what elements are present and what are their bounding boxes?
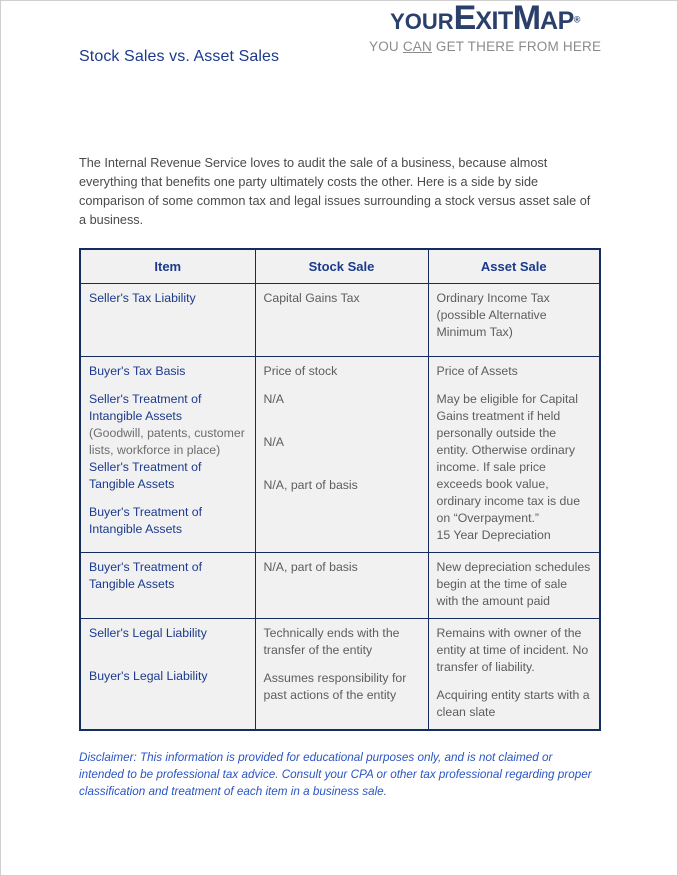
logo-letters-xit: XIT	[475, 7, 513, 35]
cell-item	[80, 553, 255, 619]
row-value-asset: Ordinary Income Tax (possible Alternative Minimum Tax)	[436, 291, 550, 339]
logo-word-your: YOUR	[390, 9, 454, 34]
row-value-stock: Price of stock	[263, 364, 338, 378]
cell-asset	[428, 357, 600, 553]
tagline-emphasis: CAN	[402, 39, 432, 54]
table-row	[80, 284, 600, 357]
cell-stock	[255, 284, 428, 357]
row-value-stock: Capital Gains Tax	[263, 291, 360, 305]
row-label: Buyer's Legal Liability	[89, 669, 208, 683]
cell-asset	[428, 284, 600, 357]
row-value-asset: Remains with owner of the entity at time of incident. No transfer of liability.	[436, 626, 589, 674]
cell-stock	[255, 553, 428, 619]
spacer	[89, 493, 247, 504]
cell-item	[80, 619, 255, 731]
row-value-asset: Price of Assets	[436, 364, 518, 378]
tagline-post: GET THERE FROM HERE	[431, 39, 602, 54]
comparison-table	[79, 248, 601, 731]
row-label: Seller's Tax Liability	[89, 291, 196, 305]
disclaimer-text: Disclaimer: This information is provided for educational purposes only, and is not claimed or intended to be professional tax advice. Consult your CPA or other tax professional regarding proper classification and treatment of each item in a business sale.	[79, 751, 592, 798]
table-row	[80, 553, 600, 619]
cell-stock	[255, 357, 428, 553]
yourexitmap-logo	[369, 1, 601, 54]
spacer	[89, 380, 247, 391]
tagline-pre: YOU	[369, 39, 403, 54]
row-value-asset: New depreciation schedules begin at the time of sale with the amount paid	[436, 560, 591, 608]
table-header-row	[80, 249, 600, 284]
row-value-asset: 15 Year Depreciation	[436, 528, 551, 542]
logo-letters-ap: AP	[540, 7, 574, 35]
row-value-stock: Assumes responsibility for past actions of the entity	[263, 671, 407, 702]
row-value-stock: N/A, part of basis	[263, 478, 358, 492]
row-label: Buyer's Treatment of Intangible Assets	[89, 505, 203, 536]
column-header-stock-sale: Stock Sale	[255, 249, 428, 284]
document-header	[79, 1, 601, 76]
row-label: Buyer's Tax Basis	[89, 364, 186, 378]
cell-asset	[428, 553, 600, 619]
column-header-asset-sale: Asset Sale	[428, 249, 600, 284]
row-value-stock: N/A	[263, 435, 284, 449]
comparison-table-wrapper	[79, 248, 601, 731]
row-value-stock: Technically ends with the transfer of the entity	[263, 626, 400, 657]
intro-paragraph: The Internal Revenue Service loves to audit the sale of a business, because almost everything that benefits one party ultimately costs the other. Here is a side by side comparison of some common tax and legal issues surrounding a stock versus asset sale of a business.	[79, 156, 591, 227]
row-label-subtext: (Goodwill, patents, customer lists, workforce in place)	[89, 426, 245, 457]
registered-trademark-icon: ®	[573, 14, 580, 25]
logo-letter-e: E	[453, 0, 476, 37]
row-label-text: Seller's Treatment of Intangible Assets	[89, 392, 202, 423]
spacer	[89, 642, 247, 668]
column-header-item: Item	[80, 249, 255, 284]
row-label	[89, 391, 247, 459]
row-label: Seller's Treatment of Tangible Assets	[89, 460, 202, 491]
spacer	[264, 451, 420, 477]
cell-stock	[255, 619, 428, 731]
row-value-stock: N/A, part of basis	[263, 560, 358, 574]
spacer	[264, 408, 420, 434]
row-label: Buyer's Treatment of Tangible Assets	[89, 560, 203, 591]
logo-wordmark	[369, 1, 601, 35]
page-title: Stock Sales vs. Asset Sales	[79, 48, 280, 65]
table-row	[80, 619, 600, 731]
row-label: Seller's Legal Liability	[89, 626, 207, 640]
spacer	[264, 380, 420, 391]
cell-item	[80, 284, 255, 357]
page-content	[79, 1, 601, 800]
table-row	[80, 357, 600, 553]
spacer	[437, 676, 592, 687]
cell-asset	[428, 619, 600, 731]
logo-tagline	[369, 39, 601, 54]
row-value-stock: N/A	[263, 392, 284, 406]
row-value-asset: May be eligible for Capital Gains treatment if held personally outside the entity. Otherwise ordinary income. If sale price exceeds book value, ordinary income tax is due on “Overpayment.”	[436, 392, 581, 525]
logo-letter-m: M	[512, 0, 541, 37]
spacer	[437, 380, 592, 391]
cell-item	[80, 357, 255, 553]
spacer	[264, 659, 420, 670]
row-value-asset: Acquiring entity starts with a clean slate	[436, 688, 590, 719]
